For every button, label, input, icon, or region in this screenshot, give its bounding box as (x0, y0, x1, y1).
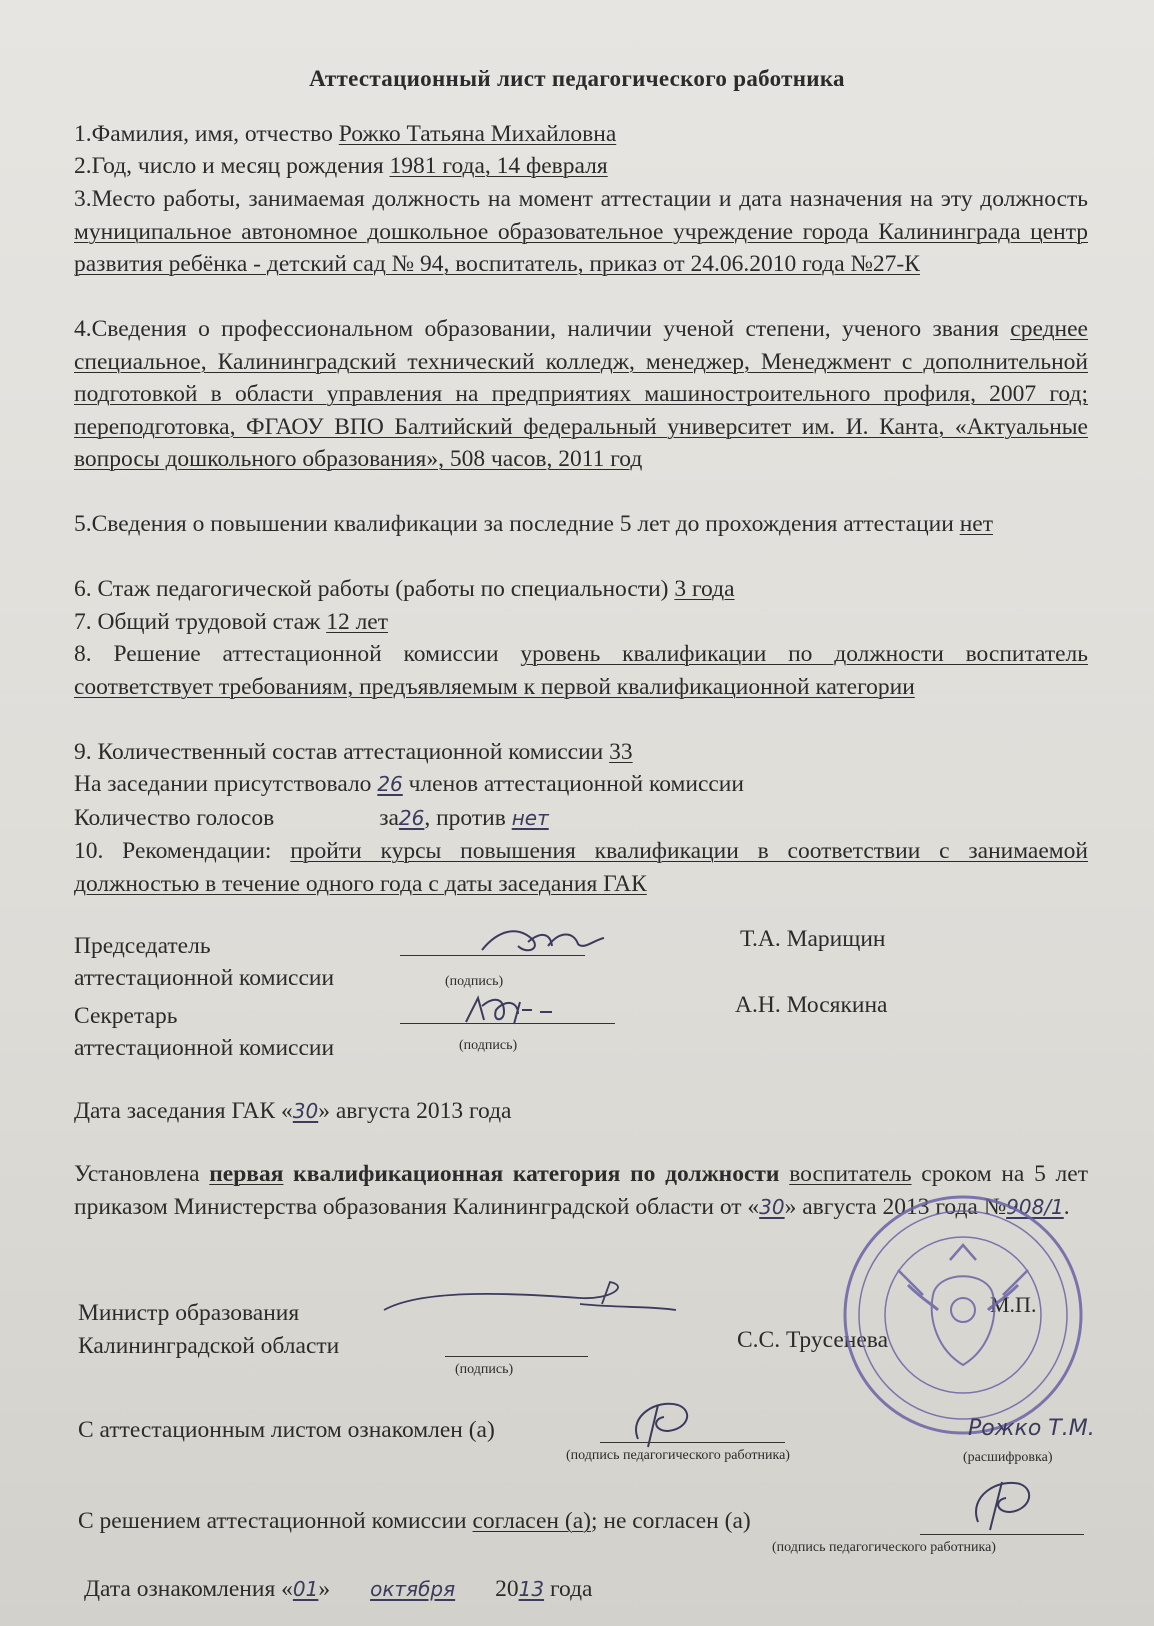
votes-against-value: нет (511, 806, 549, 830)
established-t2: квалификационная категория по должности (283, 1161, 790, 1187)
secretary-name: А.Н. Мосякина (735, 992, 888, 1018)
item-4-value: среднее специальное, Калининградский технический колледж, менеджер, Менеджмент с дополнительной подготовкой в области управления на предприятиях машиностроительного профиля, 2007 год; переподготовка, ФГАОУ ВПО Балтийский федеральный университет им. И. Канта, «Актуальные вопросы дошкольного образования», 508 часов, 2011 год (74, 316, 1088, 472)
decode-handwritten: Рожко Т.М. (968, 1416, 1095, 1441)
minister-label-2: Калининградской области (78, 1333, 340, 1359)
votes-for-label: за (379, 805, 399, 831)
chair-label-2: аттестационной комиссии (74, 965, 335, 991)
agree-label: С решением аттестационной комиссии (78, 1508, 473, 1534)
votes-label: Количество голосов (74, 805, 275, 831)
chair-label-1: Председатель (74, 933, 211, 959)
decode-caption: (расшифровка) (963, 1450, 1053, 1465)
secretary-label-1: Секретарь (74, 1003, 178, 1029)
item-4-label: 4.Сведения о профессиональном образовании, наличии ученой степени, ученого звания (74, 316, 1011, 342)
present-count: 26 (377, 772, 403, 796)
item-1 (74, 118, 1088, 151)
votes-for-value: 26 (398, 806, 425, 830)
established-order-number: 908/1 (1006, 1194, 1064, 1219)
minister-label-1: Министр образования (78, 1300, 300, 1326)
item-5 (74, 508, 1088, 541)
item-2 (74, 150, 1088, 183)
item-6-label: 6. Стаж педагогической работы (работы по специальности) (74, 576, 675, 602)
item-5-label: 5.Сведения о повышении квалификации за последние 5 лет до прохождения аттестации (74, 511, 960, 537)
minister-name: С.С. Трусенева (737, 1327, 888, 1353)
item-9-value: 33 (609, 739, 633, 765)
present-label-end: членов аттестационной комиссии (402, 771, 744, 797)
minister-signature-caption: (подпись) (455, 1362, 514, 1377)
agree-line (78, 1508, 751, 1535)
present-label: На заседании присутствовало (74, 771, 378, 797)
item-9 (74, 736, 1088, 769)
meeting-date-label: Дата заседания ГАК « (74, 1098, 293, 1124)
secretary-label-2: аттестационной комиссии (74, 1035, 335, 1061)
established-t1: Установлена (74, 1161, 210, 1187)
item-7-value: 12 лет (326, 609, 389, 635)
secretary-signature (460, 990, 580, 1030)
item-10 (74, 835, 1088, 900)
agree-word: согласен (а) (472, 1508, 591, 1534)
votes-against-label: , против (424, 805, 512, 831)
acq-date-label: Дата ознакомления « (84, 1576, 293, 1602)
present-line (74, 768, 1088, 801)
item-10-label: 10. Рекомендации: (74, 838, 291, 864)
acquainted-signature-caption: (подпись педагогического работника) (566, 1448, 790, 1463)
item-2-value: 1981 года, 14 февраля (389, 153, 608, 179)
established-t4: » августа 2013 года № (784, 1193, 1007, 1220)
item-7 (74, 606, 1088, 639)
agree-signature-caption: (подпись педагогического работника) (772, 1540, 996, 1555)
secretary-signature-caption: (подпись) (459, 1038, 518, 1053)
votes-line (74, 802, 1088, 835)
minister-signature-line (445, 1356, 588, 1357)
item-3-label: 3.Место работы, занимаемая должность на момент аттестации и дата назначения на эту должность (74, 186, 1088, 212)
acq-year-suffix: 13 (518, 1577, 545, 1601)
item-5-value: нет (959, 511, 993, 537)
mp-mark: М.П. (990, 1292, 1037, 1317)
agree-signature (968, 1470, 1048, 1535)
chair-signature-caption: (подпись) (445, 974, 504, 989)
established-t5: . (1063, 1193, 1070, 1220)
established-position: воспитатель (789, 1161, 912, 1187)
item-6-value: 3 года (674, 576, 735, 602)
meeting-day: 30 (292, 1099, 319, 1123)
minister-signature (380, 1280, 680, 1320)
item-7-label: 7. Общий трудовой стаж (74, 609, 327, 635)
established-day: 30 (759, 1194, 785, 1219)
item-2-label: 2.Год, число и месяц рождения (74, 153, 390, 179)
established-category: первая (209, 1161, 284, 1187)
official-seal-stamp (838, 1190, 1088, 1440)
acq-date-mid: » (318, 1576, 331, 1602)
item-8-value: уровень квалификации по должности воспитатель соответствует требованиям, предъявляемым к первой квалификационной категории (74, 641, 1088, 700)
item-6 (74, 573, 1088, 606)
item-4 (74, 313, 1088, 476)
meeting-date (74, 1095, 1088, 1128)
item-3 (74, 183, 1088, 281)
item-8-label: 8. Решение аттестационной комиссии (74, 641, 521, 667)
item-8 (74, 638, 1088, 703)
teacher-signature (628, 1395, 708, 1450)
document-title: Аттестационный лист педагогического работника (309, 66, 845, 91)
item-9-label: 9. Количественный состав аттестационной комиссии (74, 739, 610, 765)
acq-day: 01 (292, 1577, 319, 1601)
item-10-value: пройти курсы повышения квалификации в соответствии с занимаемой должностью в течение одного года с даты заседания ГАК (74, 838, 1088, 897)
acq-month: октября (370, 1577, 456, 1601)
item-1-label: 1.Фамилия, имя, отчество (74, 121, 339, 147)
disagree-label: ; не согласен (а) (590, 1508, 751, 1534)
acq-date-end: года (544, 1576, 593, 1602)
acquaintance-date (84, 1576, 592, 1603)
item-3-value: муниципальное автономное дошкольное образовательное учреждение города Калининграда центр развития ребёнка - детский сад № 94, воспитатель, приказ от 24.06.2010 года №27-К (74, 218, 1088, 277)
established-t3: сроком на 5 лет приказом Министерства образования Калининградской области от « (74, 1161, 1088, 1220)
chair-signature (478, 920, 608, 965)
item-1-value: Рожко Татьяна Михайловна (338, 121, 617, 147)
acquainted-label: С аттестационным листом ознакомлен (а) (78, 1417, 495, 1443)
chair-name: Т.А. Марищин (740, 926, 886, 952)
meeting-date-end: » августа 2013 года (318, 1098, 512, 1124)
acq-year-prefix: 20 (495, 1576, 519, 1602)
